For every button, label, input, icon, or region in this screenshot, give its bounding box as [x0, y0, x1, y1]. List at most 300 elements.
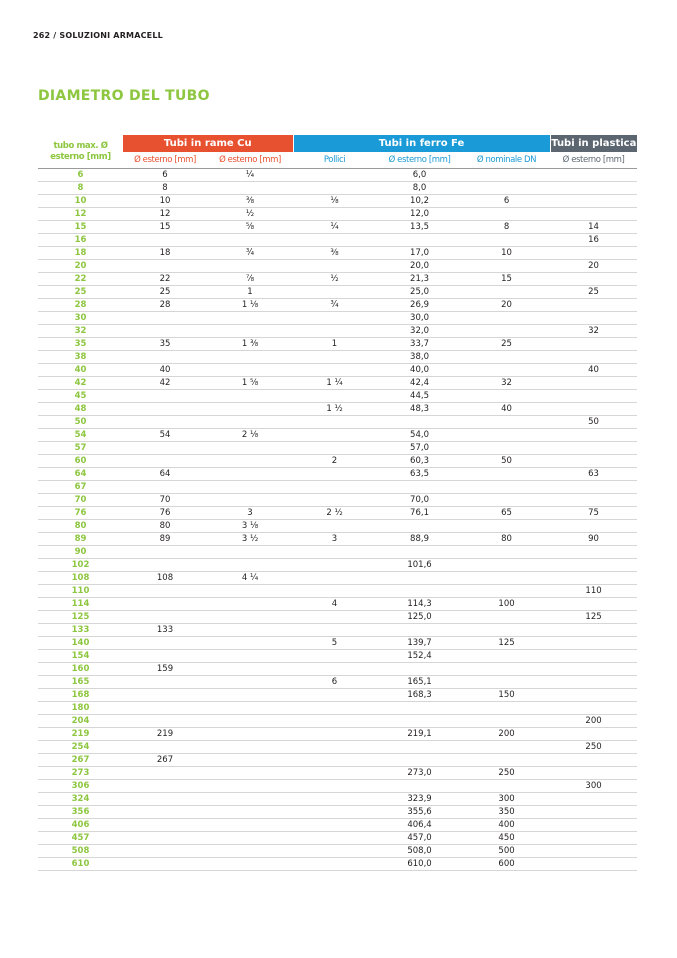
cu-size-cell: [207, 715, 293, 728]
cu-external-cell: [123, 715, 207, 728]
fe-external-cell: 88,9: [376, 533, 463, 546]
max-diameter-cell: 508: [38, 845, 123, 858]
table-row: [38, 403, 637, 416]
plastic-external-cell: [550, 546, 637, 559]
cu-size-cell: 1: [207, 286, 293, 299]
table-row: [38, 663, 637, 676]
fe-inches-cell: [293, 780, 376, 793]
max-diameter-cell: 219: [38, 728, 123, 741]
fe-inches-cell: [293, 559, 376, 572]
plastic-external-cell: [550, 572, 637, 585]
plastic-external-cell: 200: [550, 715, 637, 728]
max-diameter-cell: 356: [38, 806, 123, 819]
table-row: [38, 312, 637, 325]
table-row: [38, 572, 637, 585]
fe-nominal-cell: [463, 416, 550, 429]
fe-nominal-cell: [463, 650, 550, 663]
max-diameter-cell: 165: [38, 676, 123, 689]
cu-size-cell: 1 ⅜: [207, 338, 293, 351]
fe-external-cell: [376, 780, 463, 793]
fe-nominal-cell: [463, 754, 550, 767]
cu-size-cell: [207, 663, 293, 676]
cu-external-cell: 133: [123, 624, 207, 637]
plastic-external-cell: [550, 377, 637, 390]
cu-external-cell: [123, 858, 207, 871]
plastic-external-cell: [550, 624, 637, 637]
fe-external-cell: [376, 520, 463, 533]
plastic-external-cell: [550, 559, 637, 572]
max-diameter-header: [38, 135, 123, 169]
table-row: [38, 273, 637, 286]
cu-size-cell: [207, 624, 293, 637]
cu-external-cell: [123, 806, 207, 819]
fe-external-cell: [376, 702, 463, 715]
cu-size-cell: ⅝: [207, 221, 293, 234]
fe-nominal-cell: [463, 624, 550, 637]
fe-external-cell: [376, 741, 463, 754]
fe-external-cell: 10,2: [376, 195, 463, 208]
fe-inches-cell: [293, 481, 376, 494]
cu-external-cell: 267: [123, 754, 207, 767]
plastic-external-cell: 125: [550, 611, 637, 624]
cu-size-cell: [207, 741, 293, 754]
cu-size-cell: [207, 260, 293, 273]
fe-external-cell: 508,0: [376, 845, 463, 858]
max-diameter-cell: 28: [38, 299, 123, 312]
fe-external-cell: 26,9: [376, 299, 463, 312]
table-row: [38, 728, 637, 741]
fe-inches-cell: [293, 260, 376, 273]
fe-external-cell: 406,4: [376, 819, 463, 832]
fe-inches-cell: [293, 715, 376, 728]
cu-size-cell: [207, 182, 293, 195]
cu-size-cell: [207, 650, 293, 663]
table-row: [38, 754, 637, 767]
table-row: [38, 442, 637, 455]
cu-size-cell: [207, 559, 293, 572]
table-row: [38, 520, 637, 533]
max-diameter-cell: 22: [38, 273, 123, 286]
plastic-external-cell: [550, 390, 637, 403]
max-diameter-cell: 38: [38, 351, 123, 364]
page-title: DIAMETRO DEL TUBO: [38, 88, 210, 104]
fe-inches-cell: [293, 520, 376, 533]
fe-external-cell: 125,0: [376, 611, 463, 624]
fe-nominal-cell: 15: [463, 273, 550, 286]
plastic-external-cell: [550, 351, 637, 364]
plastic-external-cell: 32: [550, 325, 637, 338]
cu-size-cell: [207, 754, 293, 767]
fe-external-cell: 168,3: [376, 689, 463, 702]
table-row: [38, 741, 637, 754]
subheader-fe-external: Ø esterno [mm]: [376, 152, 463, 169]
cu-external-cell: [123, 546, 207, 559]
cu-external-cell: [123, 312, 207, 325]
cu-size-cell: [207, 312, 293, 325]
fe-nominal-cell: [463, 663, 550, 676]
max-diameter-cell: 20: [38, 260, 123, 273]
cu-external-cell: [123, 598, 207, 611]
fe-inches-cell: 4: [293, 598, 376, 611]
fe-external-cell: 70,0: [376, 494, 463, 507]
cu-external-cell: 25: [123, 286, 207, 299]
plastic-external-cell: [550, 299, 637, 312]
max-diameter-cell: 306: [38, 780, 123, 793]
fe-inches-cell: ¾: [293, 299, 376, 312]
cu-size-cell: [207, 845, 293, 858]
fe-nominal-cell: 32: [463, 377, 550, 390]
table-row: [38, 364, 637, 377]
cu-size-cell: 3 ⅛: [207, 520, 293, 533]
plastic-external-cell: [550, 494, 637, 507]
max-diameter-cell: 90: [38, 546, 123, 559]
fe-inches-cell: [293, 754, 376, 767]
cu-size-cell: 3: [207, 507, 293, 520]
max-diameter-cell: 133: [38, 624, 123, 637]
plastic-external-cell: [550, 520, 637, 533]
plastic-external-cell: 25: [550, 286, 637, 299]
cu-external-cell: [123, 845, 207, 858]
plastic-external-cell: [550, 806, 637, 819]
fe-nominal-cell: [463, 585, 550, 598]
cu-size-cell: [207, 767, 293, 780]
fe-nominal-cell: [463, 611, 550, 624]
table-row: [38, 546, 637, 559]
cu-external-cell: [123, 819, 207, 832]
table-row: [38, 169, 637, 182]
cu-size-cell: ¼: [207, 169, 293, 182]
table-row: [38, 819, 637, 832]
max-diameter-cell: 80: [38, 520, 123, 533]
max-diameter-cell: 30: [38, 312, 123, 325]
subheader-fe-nominal: Ø nominale DN: [463, 152, 550, 169]
fe-nominal-cell: [463, 546, 550, 559]
cu-size-cell: [207, 637, 293, 650]
plastic-external-cell: 300: [550, 780, 637, 793]
cu-external-cell: [123, 832, 207, 845]
fe-inches-cell: [293, 611, 376, 624]
max-diameter-cell: 45: [38, 390, 123, 403]
fe-inches-cell: [293, 364, 376, 377]
cu-external-cell: 8: [123, 182, 207, 195]
fe-nominal-cell: 350: [463, 806, 550, 819]
cu-size-cell: [207, 728, 293, 741]
cu-external-cell: [123, 260, 207, 273]
max-diameter-cell: 160: [38, 663, 123, 676]
max-diameter-cell: 154: [38, 650, 123, 663]
plastic-external-cell: [550, 455, 637, 468]
max-diameter-cell: 15: [38, 221, 123, 234]
fe-inches-cell: [293, 390, 376, 403]
fe-inches-cell: [293, 858, 376, 871]
fe-nominal-cell: [463, 715, 550, 728]
fe-external-cell: 355,6: [376, 806, 463, 819]
table-row: [38, 338, 637, 351]
cu-external-cell: 76: [123, 507, 207, 520]
cu-external-cell: 22: [123, 273, 207, 286]
max-diameter-cell: 114: [38, 598, 123, 611]
table-row: [38, 247, 637, 260]
fe-external-cell: 48,3: [376, 403, 463, 416]
table-row: [38, 715, 637, 728]
fe-external-cell: 101,6: [376, 559, 463, 572]
plastic-external-cell: 16: [550, 234, 637, 247]
fe-external-cell: 165,1: [376, 676, 463, 689]
group-iron: Tubi in ferro Fe: [293, 135, 550, 152]
plastic-external-cell: 63: [550, 468, 637, 481]
plastic-external-cell: [550, 689, 637, 702]
fe-inches-cell: [293, 286, 376, 299]
fe-nominal-cell: [463, 208, 550, 221]
fe-external-cell: 30,0: [376, 312, 463, 325]
table-row: [38, 507, 637, 520]
fe-nominal-cell: 250: [463, 767, 550, 780]
table-row: [38, 637, 637, 650]
fe-nominal-cell: 10: [463, 247, 550, 260]
fe-inches-cell: [293, 689, 376, 702]
cu-size-cell: [207, 780, 293, 793]
cu-size-cell: 1 ⅝: [207, 377, 293, 390]
fe-inches-cell: ⅛: [293, 195, 376, 208]
plastic-external-cell: [550, 819, 637, 832]
table-row: [38, 208, 637, 221]
fe-nominal-cell: [463, 481, 550, 494]
cu-external-cell: [123, 403, 207, 416]
fe-external-cell: [376, 663, 463, 676]
table-row: [38, 429, 637, 442]
fe-external-cell: 6,0: [376, 169, 463, 182]
fe-inches-cell: [293, 351, 376, 364]
cu-size-cell: 1 ⅛: [207, 299, 293, 312]
cu-size-cell: 2 ⅛: [207, 429, 293, 442]
fe-inches-cell: [293, 624, 376, 637]
cu-size-cell: [207, 234, 293, 247]
fe-nominal-cell: 300: [463, 793, 550, 806]
cu-size-cell: [207, 455, 293, 468]
fe-nominal-cell: [463, 559, 550, 572]
table-row: [38, 325, 637, 338]
cu-external-cell: 35: [123, 338, 207, 351]
fe-external-cell: [376, 234, 463, 247]
max-diameter-cell: 32: [38, 325, 123, 338]
fe-inches-cell: 2 ½: [293, 507, 376, 520]
cu-external-cell: 28: [123, 299, 207, 312]
table-row: [38, 702, 637, 715]
fe-inches-cell: [293, 741, 376, 754]
fe-external-cell: 33,7: [376, 338, 463, 351]
cu-external-cell: [123, 741, 207, 754]
fe-inches-cell: [293, 819, 376, 832]
fe-inches-cell: [293, 650, 376, 663]
fe-external-cell: 60,3: [376, 455, 463, 468]
cu-external-cell: [123, 650, 207, 663]
fe-inches-cell: [293, 169, 376, 182]
table-row: [38, 494, 637, 507]
pipe-diameter-table: [38, 135, 637, 871]
plastic-external-cell: 50: [550, 416, 637, 429]
max-diameter-cell: 125: [38, 611, 123, 624]
cu-size-cell: 4 ¼: [207, 572, 293, 585]
fe-inches-cell: [293, 832, 376, 845]
cu-external-cell: 18: [123, 247, 207, 260]
plastic-external-cell: [550, 312, 637, 325]
cu-size-cell: [207, 325, 293, 338]
fe-inches-cell: [293, 728, 376, 741]
fe-inches-cell: [293, 325, 376, 338]
fe-nominal-cell: 150: [463, 689, 550, 702]
table-row: [38, 806, 637, 819]
table-row: [38, 676, 637, 689]
cu-external-cell: 54: [123, 429, 207, 442]
fe-external-cell: 25,0: [376, 286, 463, 299]
table-row: [38, 286, 637, 299]
max-diameter-cell: 12: [38, 208, 123, 221]
cu-external-cell: 6: [123, 169, 207, 182]
max-diameter-cell: 16: [38, 234, 123, 247]
fe-external-cell: [376, 754, 463, 767]
group-plastic: Tubi in plastica: [550, 135, 637, 152]
max-diameter-cell: 40: [38, 364, 123, 377]
fe-inches-cell: [293, 572, 376, 585]
max-diameter-cell: 89: [38, 533, 123, 546]
cu-size-cell: ½: [207, 208, 293, 221]
plastic-external-cell: [550, 403, 637, 416]
fe-nominal-cell: [463, 442, 550, 455]
fe-external-cell: [376, 585, 463, 598]
fe-nominal-cell: 500: [463, 845, 550, 858]
fe-external-cell: 44,5: [376, 390, 463, 403]
table-row: [38, 234, 637, 247]
plastic-external-cell: 75: [550, 507, 637, 520]
fe-inches-cell: [293, 429, 376, 442]
fe-inches-cell: [293, 416, 376, 429]
table-row: [38, 182, 637, 195]
fe-inches-cell: [293, 312, 376, 325]
table-row: [38, 780, 637, 793]
fe-nominal-cell: 6: [463, 195, 550, 208]
plastic-external-cell: [550, 793, 637, 806]
fe-nominal-cell: 65: [463, 507, 550, 520]
fe-inches-cell: [293, 585, 376, 598]
fe-inches-cell: 1 ½: [293, 403, 376, 416]
max-diameter-cell: 42: [38, 377, 123, 390]
fe-external-cell: 42,4: [376, 377, 463, 390]
table-row: [38, 351, 637, 364]
cu-size-cell: [207, 585, 293, 598]
cu-external-cell: [123, 325, 207, 338]
fe-nominal-cell: [463, 520, 550, 533]
plastic-external-cell: [550, 728, 637, 741]
fe-inches-cell: [293, 767, 376, 780]
max-diameter-cell: 457: [38, 832, 123, 845]
fe-inches-cell: [293, 793, 376, 806]
plastic-external-cell: [550, 858, 637, 871]
cu-size-cell: [207, 546, 293, 559]
fe-nominal-cell: 125: [463, 637, 550, 650]
subheader-cu-external-inch: Ø esterno [mm]: [207, 152, 293, 169]
subheader-plastic-external: Ø esterno [mm]: [550, 152, 637, 169]
fe-nominal-cell: [463, 741, 550, 754]
max-diameter-cell: 18: [38, 247, 123, 260]
cu-external-cell: [123, 702, 207, 715]
fe-inches-cell: [293, 663, 376, 676]
fe-external-cell: 8,0: [376, 182, 463, 195]
fe-nominal-cell: [463, 234, 550, 247]
cu-external-cell: [123, 637, 207, 650]
cu-size-cell: [207, 676, 293, 689]
fe-nominal-cell: 200: [463, 728, 550, 741]
subheader-fe-inches: Pollici: [293, 152, 376, 169]
fe-nominal-cell: [463, 169, 550, 182]
cu-external-cell: [123, 442, 207, 455]
max-diameter-cell: 50: [38, 416, 123, 429]
table-row: [38, 624, 637, 637]
plastic-external-cell: [550, 845, 637, 858]
table-row: [38, 832, 637, 845]
fe-external-cell: [376, 546, 463, 559]
max-diameter-cell: 64: [38, 468, 123, 481]
fe-external-cell: 38,0: [376, 351, 463, 364]
fe-nominal-cell: [463, 390, 550, 403]
fe-external-cell: 12,0: [376, 208, 463, 221]
fe-inches-cell: [293, 208, 376, 221]
fe-external-cell: 610,0: [376, 858, 463, 871]
max-diameter-cell: 57: [38, 442, 123, 455]
cu-size-cell: [207, 442, 293, 455]
cu-external-cell: [123, 559, 207, 572]
plastic-external-cell: [550, 481, 637, 494]
fe-inches-cell: [293, 845, 376, 858]
fe-nominal-cell: [463, 494, 550, 507]
fe-nominal-cell: [463, 351, 550, 364]
cu-external-cell: 10: [123, 195, 207, 208]
cu-size-cell: [207, 819, 293, 832]
fe-inches-cell: ⅜: [293, 247, 376, 260]
group-copper: Tubi in rame Cu: [123, 135, 293, 152]
cu-size-cell: ⅞: [207, 273, 293, 286]
cu-external-cell: [123, 793, 207, 806]
plastic-external-cell: 250: [550, 741, 637, 754]
table-row: [38, 377, 637, 390]
fe-inches-cell: 1 ¼: [293, 377, 376, 390]
fe-nominal-cell: 600: [463, 858, 550, 871]
cu-size-cell: [207, 390, 293, 403]
table-row: [38, 650, 637, 663]
max-diameter-cell: 10: [38, 195, 123, 208]
max-diameter-cell: 180: [38, 702, 123, 715]
max-diameter-cell: 324: [38, 793, 123, 806]
plastic-external-cell: [550, 832, 637, 845]
max-diameter-cell: 254: [38, 741, 123, 754]
table-row: [38, 598, 637, 611]
fe-inches-cell: 1: [293, 338, 376, 351]
cu-size-cell: [207, 468, 293, 481]
fe-external-cell: 323,9: [376, 793, 463, 806]
max-diameter-cell: 67: [38, 481, 123, 494]
fe-external-cell: [376, 715, 463, 728]
cu-external-cell: [123, 585, 207, 598]
cu-external-cell: [123, 416, 207, 429]
cu-size-cell: ⅜: [207, 195, 293, 208]
cu-external-cell: [123, 767, 207, 780]
cu-size-cell: [207, 858, 293, 871]
cu-external-cell: 15: [123, 221, 207, 234]
fe-external-cell: 21,3: [376, 273, 463, 286]
plastic-external-cell: [550, 637, 637, 650]
max-diameter-cell: 6: [38, 169, 123, 182]
fe-external-cell: 219,1: [376, 728, 463, 741]
max-diameter-header-line2: esterno [mm]: [50, 151, 111, 162]
